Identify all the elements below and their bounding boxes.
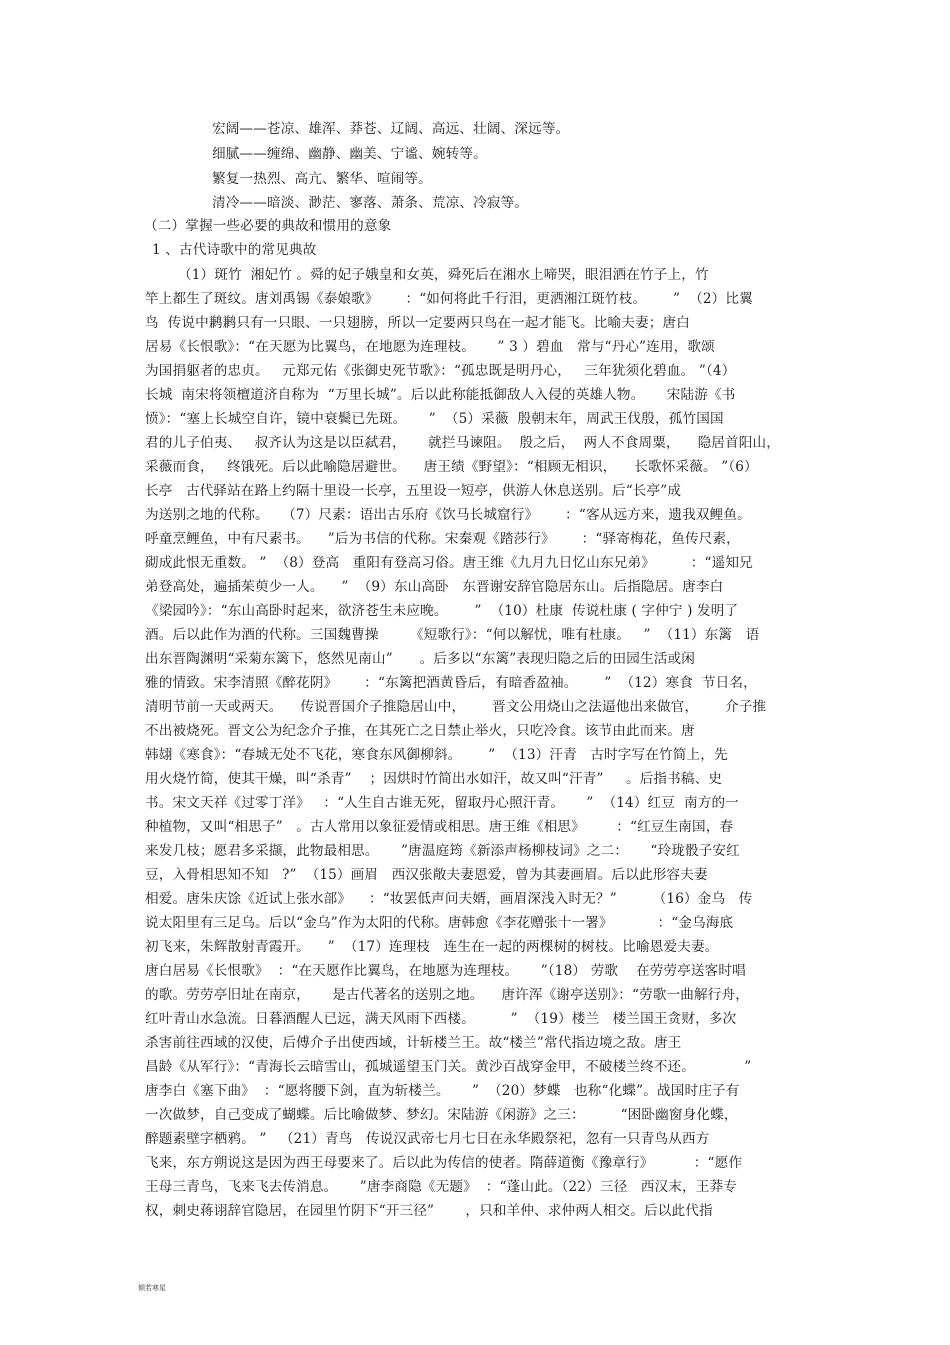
text-line: 书。宋文天祥《过零丁洋》 ：“人生自古谁无死，留取丹心照汗青。 ” （14）红豆 南方的一 bbox=[145, 795, 739, 811]
text-line: 长城 南宋将领檀道济自称为 “万里长城”。后以此称能抵御敌人入侵的英雄人物。 宋陆游《书 bbox=[145, 387, 736, 403]
text-line: 王母三青鸟，飞来飞去传消息。 ”唐李商隐《无题》 ：“蓬山此。（22）三径 西汉末，王莽专 bbox=[145, 1179, 737, 1195]
text-line: 杀害前往西域的汉使，后傅介子出使西域，计斩楼兰王。故“楼兰”常代指边境之敌。唐王 bbox=[145, 1035, 682, 1051]
text-line: 居易《长恨歌》：“在天愿为比翼鸟，在地愿为连理枝。 ” 3 ）碧血 常与“丹心”连用，歌颂 bbox=[145, 339, 715, 355]
text-line: 唐白居易《长恨歌》 ：“在天愿作比翼鸟，在地愿为连理枝。 ”（18） 劳歌 在劳劳亭送客时唱 bbox=[145, 963, 746, 979]
text-line: 用火烧竹简，使其干燥，叫“杀青” ；因烘时竹简出水如汗，故又叫“汗青” 。后指书稿、史 bbox=[145, 771, 723, 787]
text-line: 红叶青山水急流。日暮酒醒人已远，满天风雨下西楼。 ” （19）楼兰 楼兰国王贪财，多次 bbox=[145, 1011, 737, 1027]
section-heading: （二）掌握一些必要的典故和惯用的意象 bbox=[144, 218, 392, 234]
text-line: 酒。后以此作为酒的代称。三国魏曹操 《短歌行》：“何以解忧，唯有杜康。 ” （11）东篱 语 bbox=[145, 627, 760, 643]
text-line: 采薇而食， 终饿死。后以此喻隐居避世。 唐王绩《野望》：“相顾无相识， 长歌怀采薇。 ”（6） bbox=[145, 459, 758, 475]
text-line: 竿上都生了斑纹。唐刘禹锡《泰娘歌》 ：“如何将此千行泪，更洒湘江斑竹枝。 ” （2）比翼 bbox=[145, 291, 753, 307]
text-line: 的歌。劳劳亭旧址在南京， 是古代著名的送别之地。 唐许浑《谢亭送别》：“劳歌一曲解行舟， bbox=[145, 987, 750, 1003]
subsection-heading: 1 、古代诗歌中的常见典故 bbox=[152, 242, 317, 258]
text-line: 细腻——缠绵、幽静、幽美、宁谧、婉转等。 bbox=[212, 146, 487, 162]
text-line: 不出被烧死。晋文公为纪念介子推，在其死亡之日禁止举火，只吃冷食。该节由此而来。唐 bbox=[145, 723, 695, 739]
text-line: （1）斑竹 湘妃竹 。舜的妃子娥皇和女英，舜死后在湘水上啼哭，眼泪洒在竹子上，竹 bbox=[178, 267, 709, 283]
text-line: 唐李白《塞下曲》 ：“愿将腰下剑，直为斩楼兰。 ” （20）梦蝶 也称“化蝶”。战国时庄子有 bbox=[145, 1083, 740, 1099]
text-line: 一次做梦，自己变成了蝴蝶。后比喻做梦、梦幻。宋陆游《闲游》之三： “困卧幽窗身化蝶， bbox=[145, 1107, 738, 1123]
text-line: 出东晋陶渊明“采菊东篱下，悠然见南山” 。后多以“东篱”表现归隐之后的田园生活或闲 bbox=[145, 651, 695, 667]
text-line: 雅的情致。宋李清照《醉花阴》 ：“东篱把酒黄昏后，有暗香盈袖。 ” （12）寒食 节日名， bbox=[145, 675, 757, 691]
text-line: 权，刺史蒋诩辞官隐居，在园里竹阴下“开三径” ，只和羊仲、求仲两人相交。后以此代指 bbox=[145, 1203, 713, 1219]
text-line: 弟登高处，遍插茱萸少一人。 ” （9）东山高卧 东晋谢安辞官隐居东山。后指隐居。唐李白 bbox=[145, 579, 724, 595]
text-line: 相爱。唐朱庆馀《近试上张水部》 ：“妆罢低声问夫婿，画眉深浅入时无？” （16）金乌 传 bbox=[145, 891, 753, 907]
text-line: 君的儿子伯夷、 叔齐认为这是以臣弑君， 就拦马谏阻。 殷之后， 两人不食周粟， 隐居首阳山， bbox=[145, 435, 781, 451]
page-footer-text: 倾若寒星 bbox=[138, 1284, 166, 1292]
text-line: 为送别之地的代称。 （7）尺素：语出古乐府《饮马长城窟行》 ：“客从远方来，遗我双鲤鱼。 bbox=[145, 507, 751, 523]
text-line: 韩翃《寒食》：“春城无处不飞花，寒食东风御柳斜。 ” （13）汗青 古时字写在竹简上，先 bbox=[145, 747, 728, 763]
text-line: 《梁园吟》：“东山高卧时起来，欲济苍生未应晚。 ” （10）杜康 传说杜康 ( 字仲宁 ) 发明了 bbox=[145, 603, 739, 619]
text-line: 清冷——暗淡、渺茫、寥落、萧条、荒凉、冷寂等。 bbox=[212, 195, 529, 211]
text-line: 长亭 古代驿站在路上约隔十里设一长亭，五里设一短亭，供游人休息送别。后“长亭”成 bbox=[145, 483, 682, 499]
text-line: 说太阳里有三足乌。后以“金乌”作为太阳的代称。唐韩愈《李花赠张十一署》 ：“金乌海底 bbox=[145, 915, 734, 931]
text-line: 呼童烹鲤鱼，中有尺素书。 ”后为书信的代称。宋秦观《踏莎行》 ：“驿寄梅花，鱼传尺素， bbox=[145, 531, 740, 547]
text-line: 飞来，东方朔说这是因为西王母要来了。后以此为传信的使者。隋薛道衡《豫章行》 ：“愿作 bbox=[145, 1155, 743, 1171]
text-line: 种植物，又叫“相思子” 。古人常用以象征爱情或相思。唐王维《相思》 ：“红豆生南国，春 bbox=[145, 819, 734, 835]
text-line: 豆，入骨相思知不知 ?” （15）画眉 西汉张敞夫妻恩爱，曾为其妻画眉。后以此形容夫妻 bbox=[145, 867, 708, 883]
text-line: 愤》：“塞上长城空自许，镜中衰鬓已先斑。 ” （5）采薇 殷朝末年，周武王伐殷，孤竹国国 bbox=[145, 411, 724, 427]
text-line: 繁复一热烈、高亢、繁华、喧闹等。 bbox=[212, 171, 432, 187]
text-line: 醉题素壁字栖鸦。 ” （21）青鸟 传说汉武帝七月七日在永华殿祭祀，忽有一只青鸟从西方 bbox=[145, 1131, 710, 1147]
text-line: 砌成此恨无重数。 ” （8）登高 重阳有登高习俗。唐王维《九月九日忆山东兄弟》 ：“遥知兄 bbox=[145, 555, 753, 571]
text-line: 为国捐躯者的忠贞。 元郑元佑《张御史死节歌》：“孤忠既是明丹心， 三年犹须化碧血。 ”（4） bbox=[145, 363, 736, 379]
text-line: 鸟 传说中鹣鹣只有一只眼、一只翅膀，所以一定要两只鸟在一起才能飞。比喻夫妻；唐白 bbox=[145, 315, 690, 331]
text-line: 清明节前一天或两天。 传说晋国介子推隐居山中， 晋文公用烧山之法逼他出来做官， 介子推 bbox=[145, 699, 767, 715]
text-line: 宏阔——苍凉、雄浑、莽苍、辽阔、高远、壮阔、深远等。 bbox=[212, 121, 570, 137]
text-line: 初飞来，朱辉散射青霞开。 ” （17）连理枝 连生在一起的两棵树的树枝。比喻恩爱夫妻。 bbox=[145, 939, 719, 955]
text-line: 昌龄《从军行》：“青海长云暗雪山，孤城遥望玉门关。黄沙百战穿金甲，不破楼兰终不还。 ” bbox=[145, 1059, 752, 1075]
text-line: 来发几枝；愿君多采撷，此物最相思。 ”唐温庭筠《新添声杨柳枝词》之二： “玲珑骰子安红 bbox=[145, 843, 740, 859]
